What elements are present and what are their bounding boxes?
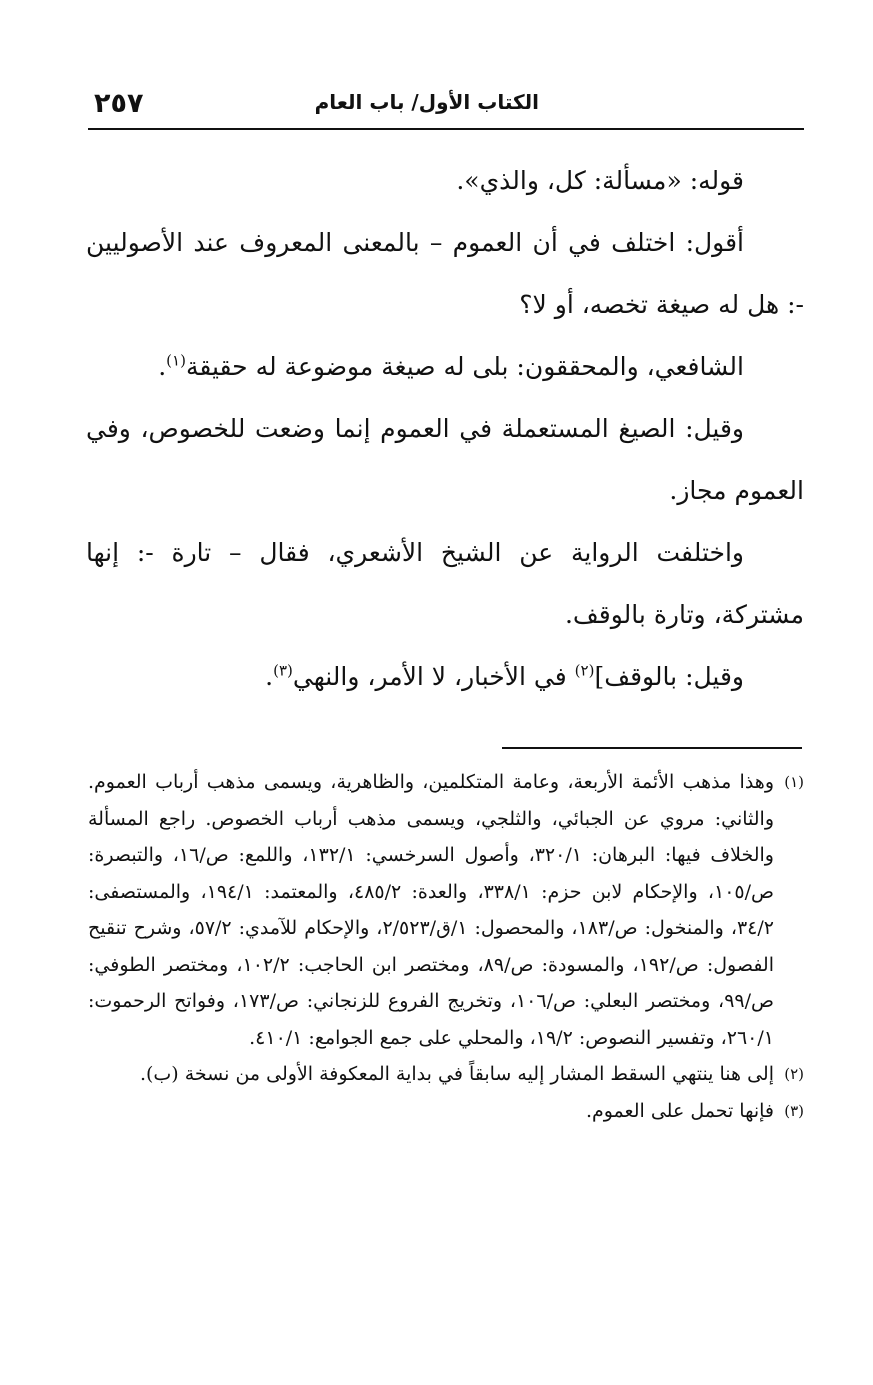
paragraph-4: وقيل: الصيغ المستعملة في العموم إنما وضعت للخصوص، وفي العموم مجاز. [86,414,804,505]
page-header [88,82,804,130]
footnote-text: فإنها تحمل على العموم. [585,1099,774,1122]
footnote-number: (٣) [784,1101,804,1120]
footnote-ref-1: (١) [166,351,186,370]
footnote-number: (١) [784,773,804,791]
paragraph-6-end: . [265,662,274,691]
main-text [86,150,804,708]
paragraph-6 [86,646,804,708]
paragraph-3-end: . [158,352,167,381]
footnote-3 [88,1093,804,1130]
paragraph-5: واختلفت الرواية عن الشيخ الأشعري، فقال – تارة -: إنها مشتركة، وتارة بالوقف. [86,538,804,629]
header-rule [88,128,804,130]
running-title: الكتاب الأول/ باب العام [314,90,539,114]
paragraph-3 [86,336,804,398]
footnote-ref-2: (٢) [574,661,595,680]
footnote-text: إلى هنا ينتهي السقط المشار إليه سابقاً في بداية المعكوفة الأولى من نسخة (ب). [139,1063,774,1085]
footnote-text: وهذا مذهب الأئمة الأربعة، وعامة المتكلمين، والظاهرية، ويسمى مذهب أرباب العموم. والثاني: مروي عن الجبائي، والثلجي، ويسمى مذهب أرباب الخصوص. راجع المسألة والخلاف فيها: البرهان: ٣٢٠/١، وأصول السرخسي: ١٣٢/١، واللمع: ص/١٦، والتبصرة: ص/١٠٥، والإحكام لابن حزم: ٣٣٨/١، والعدة: ٤٨٥/٢، والمعتمد: ١٩٤/١، والمستصفى: ٣٤/٢، والمنخول: ص/١٨٣، والمحصول: ١/ق/٢/٥٢٣، والإحكام للآمدي: ٥٧/٢، وشرح تنقيح الفصول: ص/١٩٢، والمسودة: ص/٨٩، ومختصر ابن الحاجب: ١٠٢/٢، ومختصر الطوفي: ص/٩٩، ومختصر البعلي: ص/١٠٦، وتخريج الفروع للزنجاني: ص/١٧٣، وفواتح الرحموت: ٢٦٠/١، وتفسير النصوص: ١٩/٢، والمحلي على جمع الجوامع: ٤١٠/١. [88,771,775,1049]
footnote-ref-3: (٣) [273,661,293,680]
footnote-2 [88,1056,804,1093]
footnote-divider [502,747,802,749]
footnote-number: (٢) [784,1065,804,1083]
footnotes [88,764,804,1129]
paragraph-3-text: الشافعي، والمحققون: بلى له صيغة موضوعة له حقيقة [185,352,744,381]
paragraph-6-text-a: وقيل: بالوقف] [594,662,744,691]
paragraph-2: أقول: اختلف في أن العموم – بالمعنى المعروف عند الأصوليين -: هل له صيغة تخصه، أو لا؟ [86,228,804,319]
footnote-1 [88,764,804,1056]
paragraph-1: قوله: «مسألة: كل، والذي». [456,166,744,195]
paragraph-6-text-b: في الأخبار، لا الأمر، والنهي [292,662,575,691]
page-number: ٢٥٧ [94,88,144,119]
